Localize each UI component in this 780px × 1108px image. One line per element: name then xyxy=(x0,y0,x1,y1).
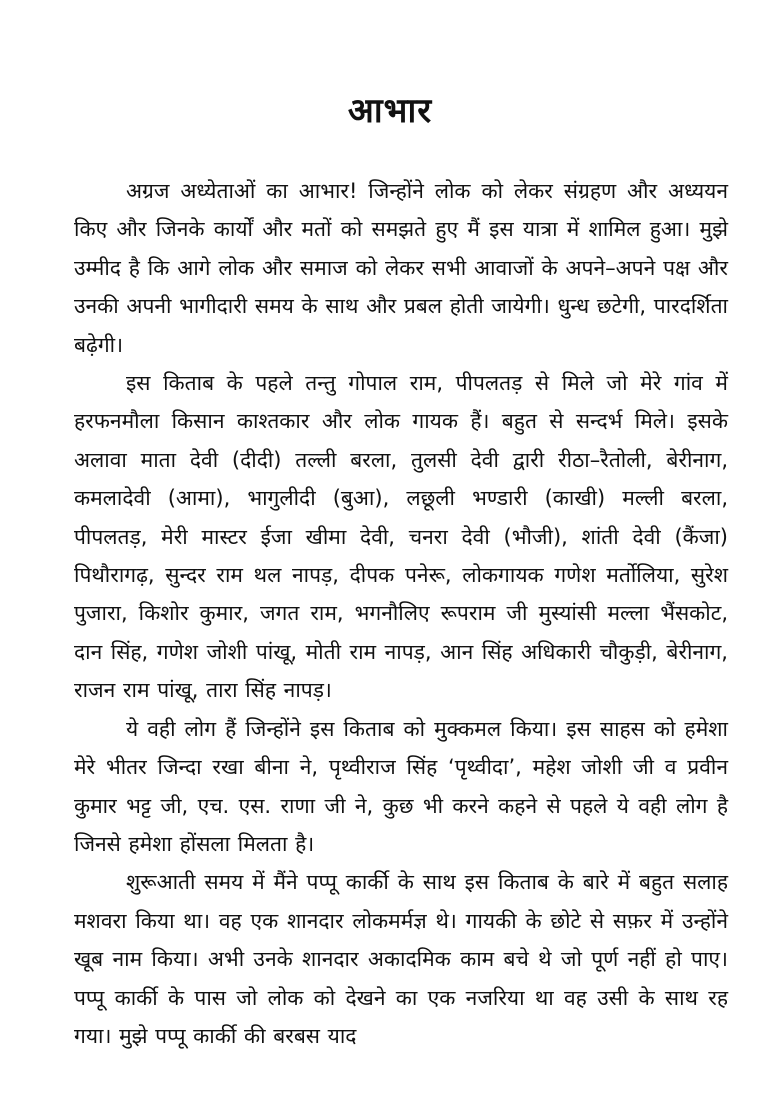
paragraph: अग्रज अध्येताओं का आभार! जिन्होंने लोक को लेकर संग्रहण और अध्ययन किए और जिनके कार्यों और मतों को समझते हुए मैं इस यात्रा में शामिल हुआ। मुझे उम्मीद है कि आगे लोक और समाज को लेकर सभी आवाजों के अपने–अपने पक्ष और उनकी अपनी भागीदारी समय के साथ और प्रबल होती जायेगी। धुन्ध छटेगी, पारदर्शिता बढ़ेगी। xyxy=(74,179,728,357)
paragraph: ये वही लोग हैं जिन्होंने इस किताब को मुक्कमल किया। इस साहस को हमेशा मेरे भीतर जिन्दा रखा बीना ने, पृथ्वीराज सिंह ‘पृथ्वीदा’, महेश जोशी जी व प्रवीन कुमार भट्ट जी, एच. एस. राणा जी ने, कुछ भी करने कहने से पहले ये वही लोग है जिनसे हमेशा होंसला मिलता है। xyxy=(74,716,728,856)
paragraph: इस किताब के पहले तन्तु गोपाल राम, पीपलतड़ से मिले जो मेरे गांव में हरफनमौला किसान काश्तकार और लोक गायक हैं। बहुत से सन्दर्भ मिले। इसके अलावा माता देवी (दीदी) तल्ली बरला, तुलसी देवी द्वारी रीठा–रैतोली, बेरीनाग, कमलादेवी (आमा), भागुलीदी (बुआ), लछूली भण्डारी (काखी) मल्ली बरला, पीपलतड़, मेरी मास्टर ईजा खीमा देवी, चनरा देवी (भौजी), शांती देवी (कैंजा) पिथौरागढ़, सुन्दर राम थल नापड़, दीपक पनेरू, लोकगायक गणेश मर्तोलिया, सुरेश पुजारा, किशोर कुमार, जगत राम, भगनौलिए रूपराम जी मुस्यांसी मल्ला भैंसकोट, दान सिंह, गणेश जोशी पांखू, मोती राम नापड़, आन सिंह अधिकारी चौकुड़ी, बेरीनाग, राजन राम पांखू, तारा सिंह नापड़। xyxy=(74,371,728,703)
body-text xyxy=(74,172,728,1055)
page-title: आभार xyxy=(347,91,433,131)
paragraph: शुरूआती समय में मैंने पप्पू कार्की के साथ इस किताब के बारे में बहुत सलाह मशवरा किया था। वह एक शानदार लोकमर्मज्ञ थे। गायकी के छोटे से सफ़र में उन्होंने खूब नाम किया। अभी उनके शानदार अकादमिक काम बचे थे जो पूर्ण नहीं हो पाए। पप्पू कार्की के पास जो लोक को देखने का एक नजरिया था वह उसी के साथ रह गया। मुझे पप्पू कार्की की बरबस याद xyxy=(74,870,728,1048)
